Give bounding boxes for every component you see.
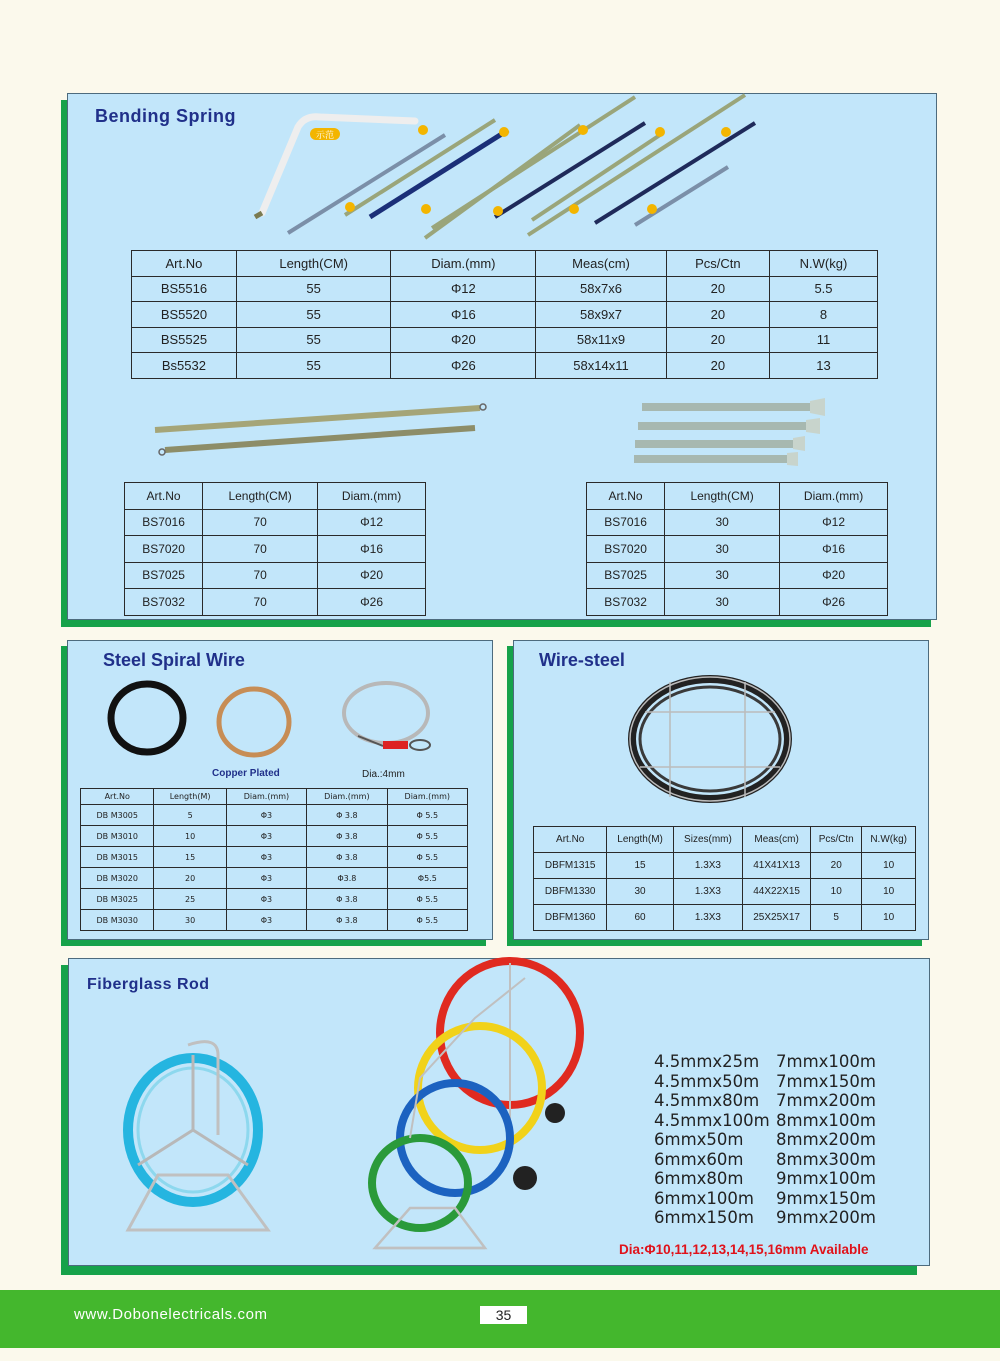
size-value: 8mmx200m [776,1130,876,1149]
table-header-row [534,827,916,853]
table-cell: 10 [154,826,226,847]
table-cell: 20 [666,276,769,302]
table-header-row [132,251,878,277]
table-cell: Φ26 [391,353,536,379]
table-cell: 1.3X3 [673,853,742,879]
table-row [132,276,878,302]
table-cell: Φ 3.8 [307,910,387,931]
table-cell: BS5516 [132,276,237,302]
table-cell: Φ12 [780,509,888,536]
table-cell: Φ20 [780,562,888,589]
table-cell: 13 [769,353,877,379]
table-cell: 55 [236,353,391,379]
table-cell: 20 [666,353,769,379]
size-value: 4.5mmx25m [654,1052,760,1071]
table-cell: 55 [236,276,391,302]
table-cell: 30 [665,509,780,536]
table-row [125,536,426,563]
table-row [587,536,888,563]
size-value: 4.5mmx100m [654,1110,770,1130]
table-row [587,562,888,589]
table-cell: 58x11x9 [536,327,666,353]
table-cell: 10 [862,879,916,905]
table-header-row [587,483,888,510]
fiberglass-sizes-list [654,1052,876,1228]
table-cell: BS7020 [587,536,665,563]
table-header-cell: Diam.(mm) [780,483,888,510]
size-row [654,1208,876,1228]
copper-spiral-wire-photo [212,682,297,762]
table-cell: BS5520 [132,302,237,328]
table-cell: DB M3030 [81,910,154,931]
table-cell: 55 [236,327,391,353]
table-cell: 1.3X3 [673,905,742,931]
table-row [81,889,468,910]
table-cell: Φ3 [226,826,306,847]
size-value: 7mmx150m [776,1071,876,1091]
table-cell: 5 [154,805,226,826]
table-row [125,562,426,589]
table-cell: 25 [154,889,226,910]
table-row [587,589,888,616]
table-header-cell: Pcs/Ctn [811,827,862,853]
table-cell: 10 [862,853,916,879]
table-cell: Φ 5.5 [387,910,467,931]
website-link[interactable]: www.Dobonelectricals.com [74,1306,268,1323]
table-cell: Φ 5.5 [387,847,467,868]
table-cell: DBFM1330 [534,879,607,905]
size-value: 6mmx60m [654,1149,744,1169]
size-value: 8mmx100m [776,1110,876,1130]
table-header-cell: Sizes(mm) [673,827,742,853]
table-cell: 10 [811,879,862,905]
table-cell: 30 [154,910,226,931]
table-cell: Φ 5.5 [387,889,467,910]
table-cell: DB M3015 [81,847,154,868]
table-header-cell: Diam.(mm) [307,789,387,805]
table-cell: Φ3 [226,847,306,868]
table-cell: 5 [811,905,862,931]
table-cell: DB M3010 [81,826,154,847]
bending-spring-title: Bending Spring [95,106,236,126]
table-cell: Φ 3.8 [307,805,387,826]
wire-steel-coil-photo [625,672,800,807]
table-cell: 30 [665,536,780,563]
table-cell: 20 [666,327,769,353]
table-header-cell: Art.No [132,251,237,277]
table-cell: 11 [769,327,877,353]
table-cell: BS7025 [587,562,665,589]
table-cell: 41X41X13 [743,853,811,879]
table-cell: Φ 5.5 [387,826,467,847]
size-value: 4.5mmx80m [654,1091,760,1110]
long-springs-photo [150,400,490,460]
dia-caption: Dia.:4mm [362,769,405,780]
table-cell: 20 [666,302,769,328]
table-cell: 58x7x6 [536,276,666,302]
table-cell: BS7020 [125,536,203,563]
table-header-cell: Diam.(mm) [387,789,467,805]
table-cell: 70 [203,509,318,536]
size-row [654,1052,876,1072]
table-cell: 55 [236,302,391,328]
table-header-cell: Pcs/Ctn [666,251,769,277]
table-cell: DB M3020 [81,868,154,889]
table-cell: 70 [203,589,318,616]
table-header-cell: N.W(kg) [769,251,877,277]
table-row [81,847,468,868]
table-cell: BS7016 [587,509,665,536]
table-cell: Φ26 [318,589,426,616]
size-value: 4.5mmx50m [654,1071,760,1091]
table-cell: 70 [203,536,318,563]
table-cell: 30 [665,589,780,616]
page-footer [0,1290,1000,1348]
table-cell: 30 [665,562,780,589]
table-cell: BS7032 [125,589,203,616]
table-cell: Φ16 [391,302,536,328]
table-cell: 58x14x11 [536,353,666,379]
table-cell: Φ20 [318,562,426,589]
table-cell: DB M3005 [81,805,154,826]
copper-plated-caption: Copper Plated [212,768,280,779]
table-cell: Φ26 [780,589,888,616]
size-value: 6mmx50m [654,1130,744,1149]
size-value: 6mmx80m [654,1169,744,1188]
table-row [125,589,426,616]
table-cell: 58x9x7 [536,302,666,328]
size-value: 9mmx200m [776,1208,876,1227]
table-cell: 20 [811,853,862,879]
table-cell: 60 [607,905,673,931]
table-cell: Φ16 [318,536,426,563]
table-row [534,905,916,931]
size-row [654,1189,876,1209]
table-header-cell: N.W(kg) [862,827,916,853]
table-header-row [81,789,468,805]
table-row [81,910,468,931]
table-cell: 8 [769,302,877,328]
size-value: 6mmx100m [654,1188,754,1208]
table-header-cell: Length(M) [154,789,226,805]
table-row [132,327,878,353]
table-header-cell: Length(CM) [665,483,780,510]
size-value: 6mmx150m [654,1208,754,1227]
size-row [654,1169,876,1189]
table-row [534,879,916,905]
table-cell: 1.3X3 [673,879,742,905]
table-cell: Φ5.5 [387,868,467,889]
table-row [132,302,878,328]
table-cell: 15 [154,847,226,868]
fiberglass-availability-note: Dia:Φ10,11,12,13,14,15,16mm Available [619,1242,869,1257]
table-cell: Φ 3.8 [307,889,387,910]
table-cell: 25X25X17 [743,905,811,931]
table-header-cell: Meas(cm) [536,251,666,277]
table-cell: DB M3025 [81,889,154,910]
table-cell: 44X22X15 [743,879,811,905]
table-cell: Φ 3.8 [307,826,387,847]
bending-spring-photo [250,95,770,245]
black-spiral-wire-photo [105,678,190,758]
table-cell: Φ3 [226,868,306,889]
table-cell: Φ12 [391,276,536,302]
demo-label: 示范 [315,130,335,140]
size-row [654,1111,876,1131]
table-cell: Φ16 [780,536,888,563]
table-row [125,509,426,536]
table-cell: Φ3 [226,805,306,826]
table-cell: DBFM1315 [534,853,607,879]
size-row [654,1072,876,1092]
table-cell: Φ3.8 [307,868,387,889]
table-header-cell: Diam.(mm) [226,789,306,805]
size-value: 7mmx200m [776,1091,876,1110]
table-cell: 70 [203,562,318,589]
table-cell: 5.5 [769,276,877,302]
table-header-cell: Length(CM) [203,483,318,510]
table-cell: 15 [607,853,673,879]
table-cell: Φ3 [226,910,306,931]
bending-spring-table-2 [124,482,426,616]
table-row [132,353,878,379]
table-cell: BS7016 [125,509,203,536]
table-row [534,853,916,879]
bending-spring-table-3 [586,482,888,616]
table-row [81,805,468,826]
table-header-cell: Length(CM) [236,251,391,277]
table-cell: Φ3 [226,889,306,910]
flared-springs-photo [630,398,830,468]
colored-fiberglass-reels-photo [365,958,605,1258]
table-header-cell: Art.No [81,789,154,805]
size-row [654,1150,876,1170]
size-row [654,1091,876,1111]
table-cell: BS7025 [125,562,203,589]
table-header-cell: Art.No [587,483,665,510]
table-header-cell: Meas(cm) [743,827,811,853]
steel-spiral-wire-title: Steel Spiral Wire [103,650,245,670]
size-value: 7mmx100m [776,1052,876,1071]
bending-spring-table-1 [131,250,878,379]
page-number: 35 [480,1306,527,1324]
table-cell: BS5525 [132,327,237,353]
table-row [81,868,468,889]
blue-fiberglass-reel-photo [118,1035,278,1240]
table-row [81,826,468,847]
table-header-cell: Art.No [125,483,203,510]
table-cell: 20 [154,868,226,889]
steel-spiral-wire-table [80,788,468,931]
size-value: 9mmx100m [776,1169,876,1188]
table-header-cell: Diam.(mm) [391,251,536,277]
table-cell: Φ12 [318,509,426,536]
table-header-cell: Art.No [534,827,607,853]
table-cell: Bs5532 [132,353,237,379]
size-value: 8mmx300m [776,1149,876,1169]
wire-steel-table [533,826,916,931]
grey-spiral-wire-photo [338,678,433,763]
table-cell: Φ 3.8 [307,847,387,868]
size-value: 9mmx150m [776,1188,876,1208]
table-header-row [125,483,426,510]
table-header-cell: Diam.(mm) [318,483,426,510]
size-row [654,1130,876,1150]
table-cell: Φ 5.5 [387,805,467,826]
table-cell: 10 [862,905,916,931]
wire-steel-title: Wire-steel [539,650,625,670]
table-cell: Φ20 [391,327,536,353]
table-cell: BS7032 [587,589,665,616]
table-cell: DBFM1360 [534,905,607,931]
fiberglass-rod-title: Fiberglass Rod [87,976,210,993]
table-cell: 30 [607,879,673,905]
table-header-cell: Length(M) [607,827,673,853]
table-row [587,509,888,536]
